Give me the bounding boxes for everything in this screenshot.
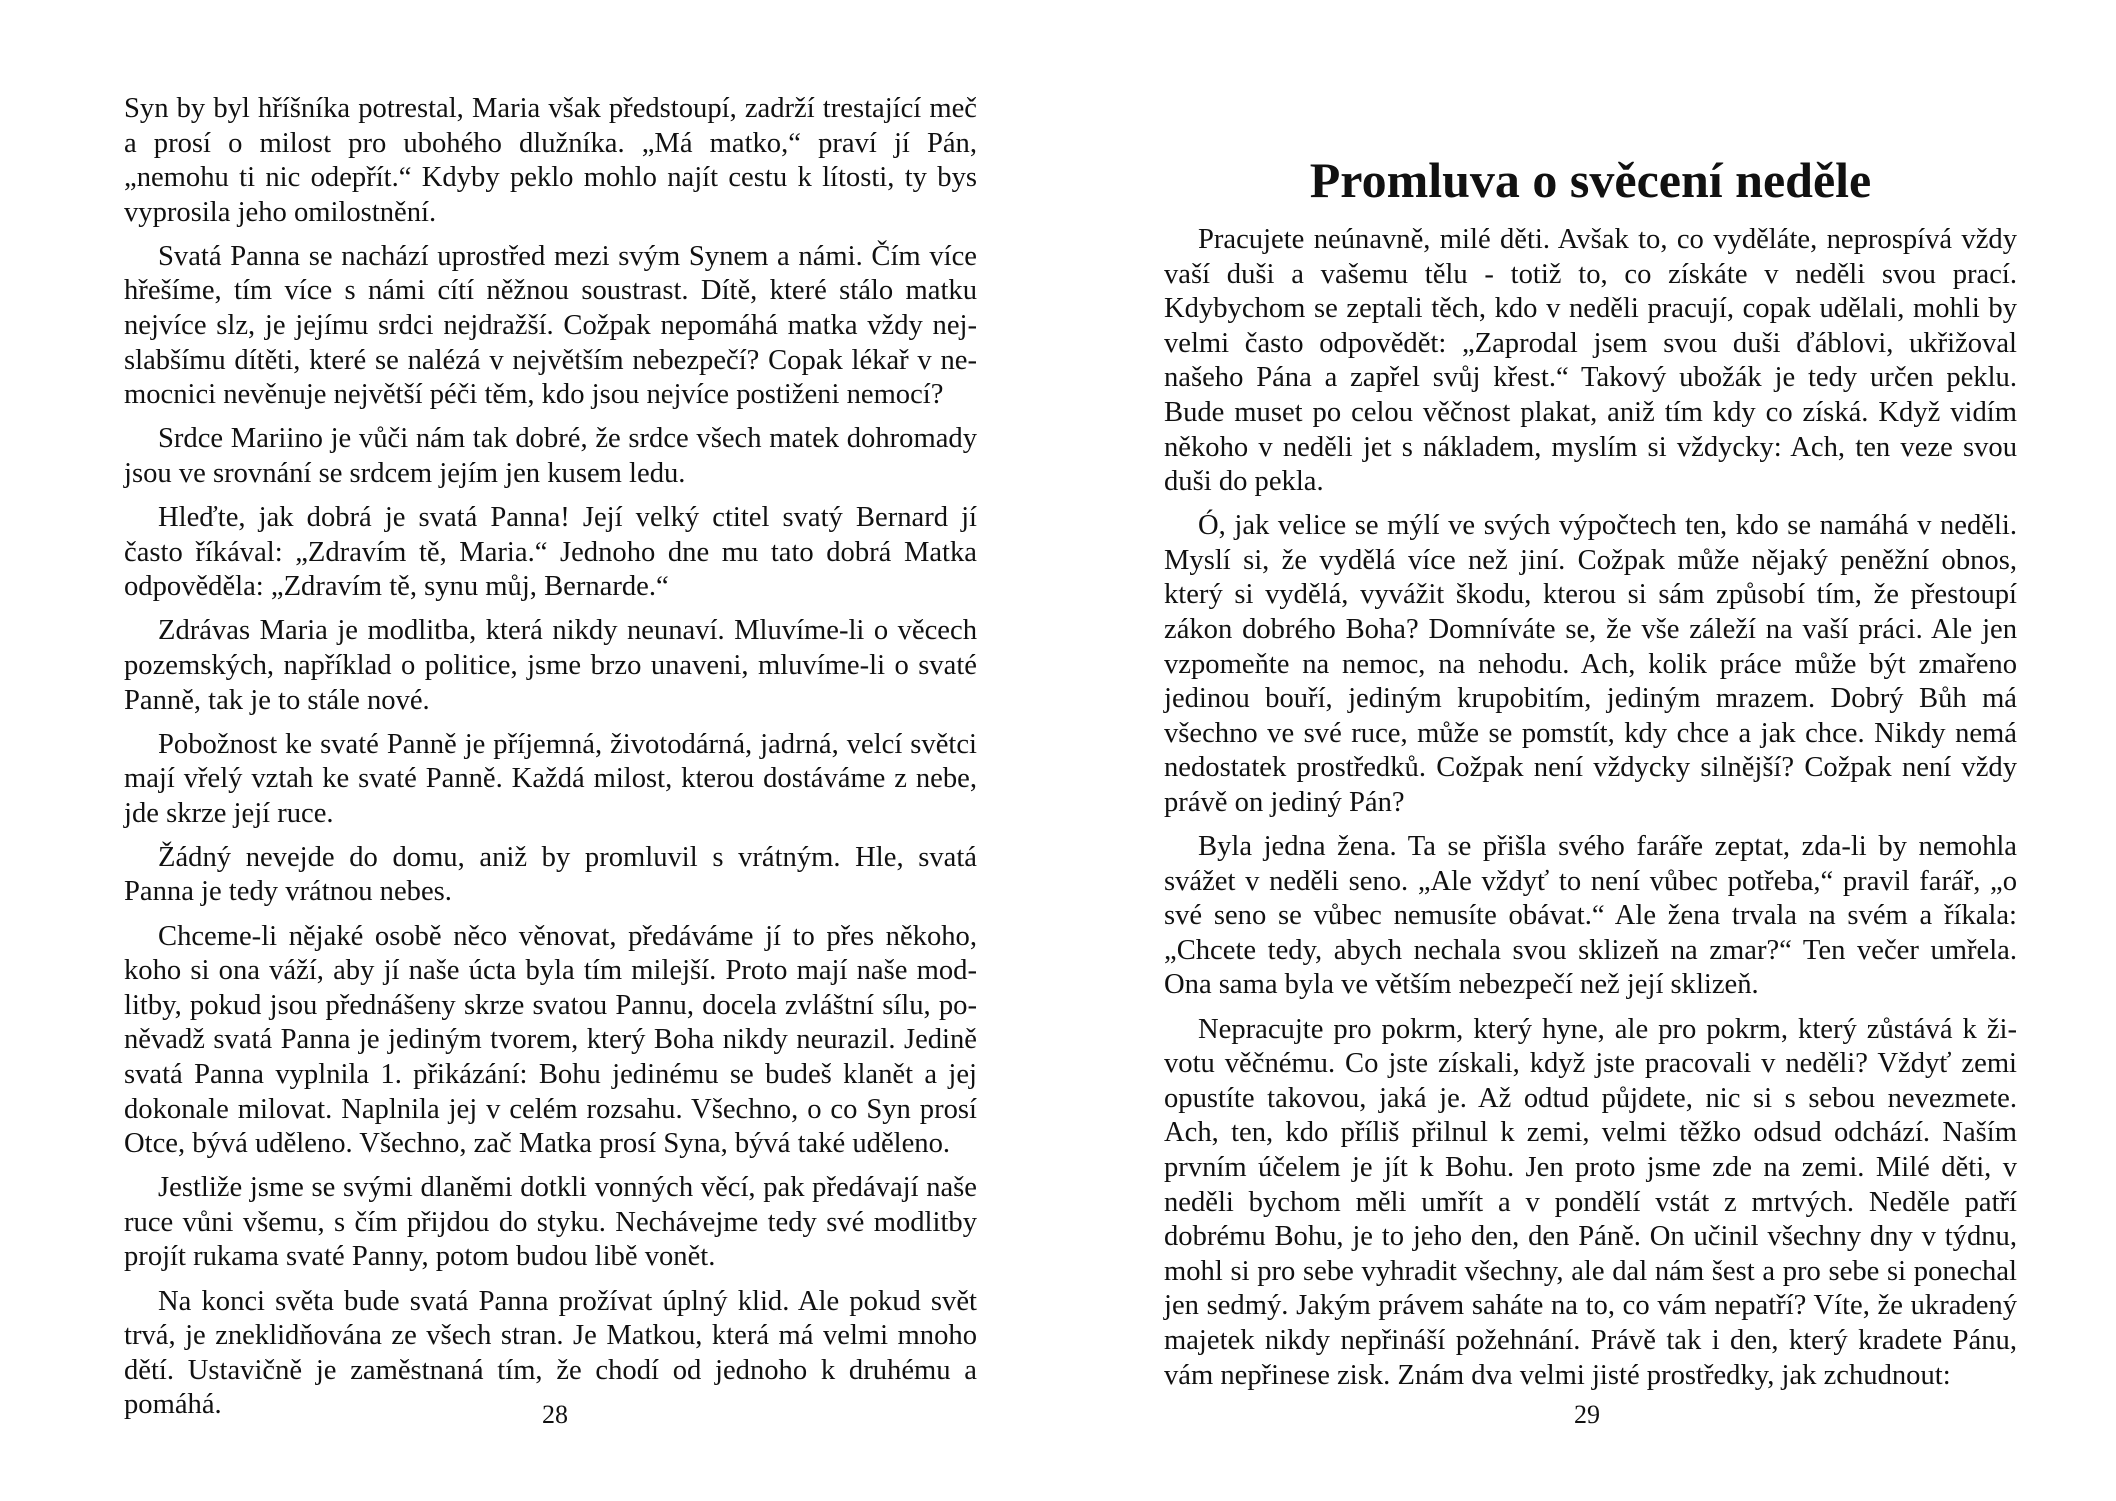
paragraph: Byla jedna žena. Ta se přišla svého faráře zeptat, zda-li by nemohla svážet v neděli seno. „Ale vždyť to není vůbec potřeba,“ pravil farář, „o své seno se vůbec nemusíte obávat.“ Ale žena trvala na svém a říkala: „Chcete tedy, abych nechala svou sklizeň na zmar?“ Ten večer umřela. Ona sama byla ve větším nebezpečí než její sklizeň. [1164, 831, 2017, 1001]
paragraph: Pracujete neúnavně, milé děti. Avšak to, co vyděláte, neprospívá vždy vaší duši a vašemu tělu - totiž to, co získáte v neděli svou prací. Kdybychom se zeptali těch, kdo v neděli pracují, copak udělali, mohli by velmi často odpovědět: „Zaprodal jsem svou duši ďáblovi, ukřižoval našeho Pána a zapřel svůj křest.“ Takový ubožák je tedy určen peklu. Bude muset po celou věčnost plakat, aniž tím kdy co získá. Když vidím někoho v neděli jet s nákladem, myslím si vždycky: Ach, ten veze svou duši do pekla. [1164, 224, 2017, 498]
page-number: 28 [542, 1400, 568, 1429]
paragraph: Srdce Mariino je vůči nám tak dobré, že srdce všech matek dohromady jsou ve srovnání se srdcem jejím jen kusem ledu. [124, 423, 977, 489]
paragraph: Žádný nevejde do domu, aniž by promluvil s vrátným. Hle, svatá Panna je tedy vrátnou nebes. [124, 841, 977, 908]
left-page-text [124, 92, 977, 1432]
paragraph: Syn by byl hříšníka potrestal, Maria však předstoupí, zadrží trestající meč a prosí o milost pro ubohého dlužníka. „Má matko,“ praví jí Pán, „nemohu ti nic odepřít.“ Kdyby peklo mohlo najít cestu k lítosti, ty bys vyprosila jeho omilostnění. [124, 93, 977, 228]
paragraph: Chceme-li nějaké osobě něco věnovat, předáváme jí to přes někoho, koho si ona váží, aby jí naše úcta byla tím milejší. Proto mají naše modlitby, pokud jsou přednášeny skrze svatou Pannu, docela zvláštní sílu, poněvadž svatá Panna je jediným tvorem, který Boha nikdy neurazil. Jedině svatá Panna vyplnila 1. přikázání: Bohu jedinému se budeš klanět a jej dokonale milovat. Naplnila jej v celém rozsahu. Všechno, o co Syn prosí Otce, bývá uděleno. Všechno, zač Matka prosí Syna, bývá také uděleno. [124, 920, 977, 1160]
paragraph: Na konci světa bude svatá Panna prožívat úplný klid. Ale pokud svět trvá, je zneklidňována ze všech stran. Je Matkou, která má velmi mnoho dětí. Ustavičně je zaměstnaná tím, že chodí od jednoho k druhému a pomáhá. [124, 1285, 977, 1421]
page-number: 29 [1574, 1400, 1600, 1429]
right-page [1058, 0, 2116, 1501]
paragraph: Ó, jak velice se mýlí ve svých výpočtech ten, kdo se namáhá v neděli. Myslí si, že vydělá více než jiní. Cožpak může nějaký peněžní obnos, který si vydělá, vyvážit škodu, kterou si sám způsobí tím, že přestoupí zákon dobrého Boha? Domníváte se, že vše záleží na vaší práci. Ale jen vzpomeňte na nemoc, na nehodu. Ach, kolik práce může být zmařeno jedinou bouří, jediným krupobitím, jediným mrazem. Dobrý Bůh má všechno ve své ruce, může se pomstít, kdy chce a jak chce. Nikdy nemá nedostatek prostředků. Cožpak není vždycky silnější? Cožpak není vždy právě on jediný Pán? [1164, 510, 2017, 818]
paragraph: Pobožnost ke svaté Panně je příjemná, životodárná, jadrná, velcí světci mají vřelý vztah ke svaté Panně. Každá milost, kterou dostáváme z nebe, jde skrze její ruce. [124, 728, 977, 829]
paragraph: Hleďte, jak dobrá je svatá Panna! Její velký ctitel svatý Bernard jí často říkával: „Zdravím tě, Maria.“ Jednoho dne mu tato dobrá Matka odpověděla: „Zdravím tě, synu můj, Bernarde.“ [124, 502, 977, 603]
paragraph: Jestliže jsme se svými dlaněmi dotkli vonných věcí, pak předávají naše ruce vůni všemu, s čím přijdou do styku. Nechávejme tedy své modlitby projít rukama svaté Panny, potom budou libě vonět. [124, 1172, 977, 1273]
paragraph: Nepracujte pro pokrm, který hyne, ale pro pokrm, který zůstává k životu věčnému. Co jste získali, když jste pracovali v neděli? Vždyť zemi opustíte takovou, jaká je. Až odtud půjdete, nic si s sebou nevezmete. Ach, ten, kdo příliš přilnul k zemi, velmi těžko odsud odchází. Naším prvním účelem je jít k Bohu. Jen proto jsme zde na zemi. Milé děti, v neděli bychom měli umřít a v pondělí vstát z mrtvých. Neděle patří dobrému Bohu, je to jeho den, den Páně. On učinil všechny dny v týdnu, mohl si pro sebe vyhradit všechny, ale dal nám šest a pro sebe si ponechal jen sedmý. Jakým právem saháte na to, co vám nepatří? Víte, že ukradený majetek nikdy nepřináší požehnání. Právě tak i den, který kradete Pánu, vám nepřinese zisk. Znám dva velmi jisté prostředky, jak zchudnout: [1164, 1013, 2017, 1391]
right-page-text [1164, 223, 2017, 1403]
paragraph: Zdrávas Maria je modlitba, která nikdy neunaví. Mluvíme-li o věcech pozemských, například o politice, jsme brzo unaveni, mluvíme-li o svaté Panně, tak je to stále nové. [124, 615, 977, 716]
paragraph: Svatá Panna se nachází uprostřed mezi svým Synem a námi. Čím více hřešíme, tím více s námi cítí něžnou soustrast. Dítě, které stálo matku nejvíce slz, je jejímu srdci nejdražší. Cožpak nepomáhá matka vždy nejslabšímu dítěti, které se nalézá v největším nebezpečí? Copak lékař v nemocnici nevěnuje největší péči těm, kdo jsou nejvíce postiženi nemocí? [124, 240, 977, 411]
chapter-title: Promluva o svěcení neděle [1309, 152, 1872, 208]
